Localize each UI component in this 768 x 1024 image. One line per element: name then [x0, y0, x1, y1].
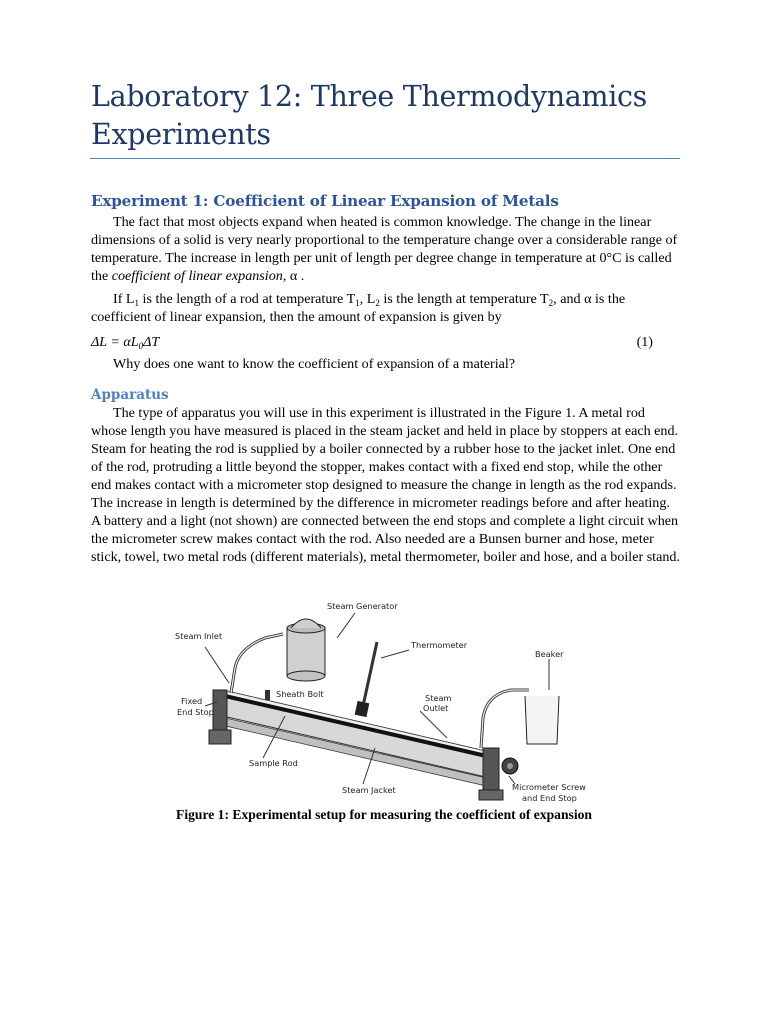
label-steam-inlet: Steam Inlet — [175, 631, 223, 641]
label-steam-generator: Steam Generator — [327, 601, 398, 611]
equation-number: (1) — [636, 334, 653, 350]
label-fixed: Fixed — [181, 696, 203, 706]
label-end-stop: End Stop — [177, 707, 214, 717]
apparatus-heading: Apparatus — [91, 387, 169, 403]
equation-1 — [91, 333, 681, 351]
equation-expression: $\Delta L = \alpha L_0\Delta T$ — [91, 334, 160, 351]
label-thermometer: Thermometer — [411, 640, 468, 650]
label-outlet: Outlet — [423, 703, 449, 713]
label-steam-jacket: Steam Jacket — [342, 785, 396, 795]
label-sheath-bolt: Sheath Bolt — [276, 689, 324, 699]
label-beaker: Beaker — [535, 649, 564, 659]
apparatus-paragraph: The type of apparatus you will use in this experiment is illustrated in the Figure 1. A metal rod whose length you have measured is placed in the steam jacket and held in place by stoppers at each end. Steam for heating the rod is supplied by a boiler connected by a rubber hose to the jacket inlet. One end of the rod, protruding a little beyond the stopper, makes contact with a fixed end stop, while the other end makes contact with a micrometer stop designed to measure the change in length as the rod expands. The increase in length is determined by the difference in micrometer readings before and after heating. A battery and a light (not shown) are connected between the end stops and complete a light circuit when the micrometer screw makes contact with the rod. Also needed are a Bunsen burner and hose, meter stick, towel, two metal rods (different materials), metal thermometer, boiler and hose, and a boiler stand. — [91, 405, 680, 565]
intro-paragraph: The fact that most objects expand when heated is common knowledge. The change in the linear dimensions of a solid is very nearly proportional to the temperature change over a considerable range of temperature. The increase in length per unit of length per degree change in temperature at 0°C is called the coefficient of linear expansion, α . — [91, 214, 678, 284]
label-steam: Steam — [425, 693, 452, 703]
apparatus-figure — [165, 598, 605, 808]
label-micrometer-screw: Micrometer Screw — [512, 782, 586, 792]
label-sample-rod: Sample Rod — [249, 758, 298, 768]
page-title: Laboratory 12: Three Thermodynamics Experiments — [91, 80, 647, 151]
question-paragraph: Why does one want to know the coefficient of expansion of a material? — [113, 356, 516, 372]
figure-caption: Figure 1: Experimental setup for measuring the coefficient of expansion — [176, 807, 592, 822]
definition-paragraph: If $L_1$ is the length of a rod at temperature $T_1$, $L_2$ is the length at temperature $T_2$, and α is the coefficient of linear expansion, then the amount of expansion is given by — [91, 291, 626, 325]
title-divider — [90, 158, 680, 159]
label-and-end-stop: and End Stop — [522, 793, 577, 803]
fixed-end-stop-shape — [213, 690, 227, 734]
experiment-heading: Experiment 1: Coefficient of Linear Expansion of Metals — [91, 192, 559, 210]
